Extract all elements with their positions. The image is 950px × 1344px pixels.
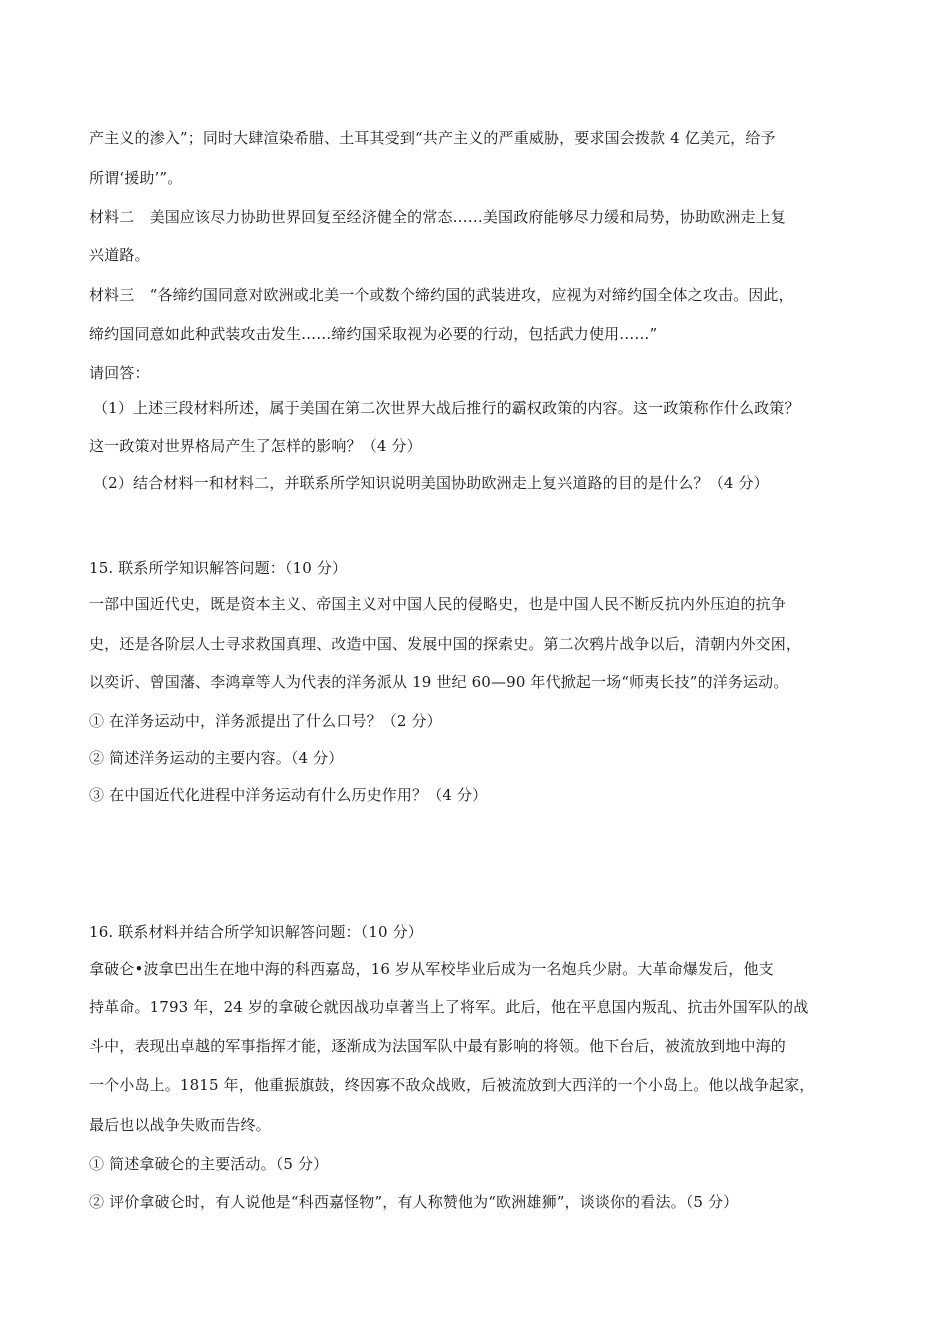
paragraph-line: 一个小岛上。1815 年，他重振旗鼓，终因寡不敌众战败，后被流放到大西洋的一个小岛上。他以战争起家， (89, 1076, 815, 1094)
question-1-line: （1）上述三段材料所述，属于美国在第二次世界大战后推行的霸权政策的内容。这一政策称作什么政策？ (93, 399, 800, 417)
paragraph-line: 以奕䜣、曾国藩、李鸿章等人为代表的洋务派从 19 世纪 60—90 年代掀起一场“师夷长技”的洋务运动。 (89, 673, 789, 691)
material-2-line: 材料二 美国应该尽力协助世界回复至经济健全的常态……美国政府能够尽力缓和局势，协助欧洲走上复 (89, 208, 786, 226)
material-2-line: 兴道路。 (89, 246, 150, 264)
question-16-heading: 16. 联系材料并结合所学知识解答问题：（10 分） (89, 923, 423, 941)
question-1-line: 这一政策对世界格局产生了怎样的影响？（4 分） (89, 437, 422, 455)
subquestion-1: ① 简述拿破仑的主要活动。（5 分） (89, 1155, 329, 1173)
subquestion-1: ① 在洋务运动中，洋务派提出了什么口号？（2 分） (89, 712, 442, 730)
paragraph-line: 持革命。1793 年，24 岁的拿破仑就因战功卓著当上了将军。此后，他在平息国内叛乱、抗击外国军队的战 (89, 998, 809, 1016)
paragraph-line: 最后也以战争失败而告终。 (89, 1116, 271, 1134)
subquestion-2: ② 评价拿破仑时，有人说他是“科西嘉怪物”，有人称赞他为“欧洲雄狮”，谈谈你的看法。（5 分） (89, 1193, 739, 1211)
text-line: 产主义的渗入”；同时大肆渲染希腊、土耳其受到“共产主义的严重威胁，要求国会拨款 4 亿美元，给予 (89, 129, 776, 147)
question-2: （2）结合材料一和材料二，并联系所学知识说明美国协助欧洲走上复兴道路的目的是什么？（4 分） (93, 474, 769, 492)
question-15-heading: 15. 联系所学知识解答问题：（10 分） (89, 559, 348, 577)
paragraph-line: 一部中国近代史，既是资本主义、帝国主义对中国人民的侵略史，也是中国人民不断反抗内外压迫的抗争 (89, 595, 786, 613)
paragraph-line: 史，还是各阶层人士寻求救国真理、改造中国、发展中国的探索史。第二次鸦片战争以后，清朝内外交困， (89, 635, 802, 653)
text-line: 所谓‘援助’”。 (89, 169, 183, 187)
paragraph-line: 斗中，表现出卓越的军事指挥才能，逐渐成为法国军队中最有影响的将领。他下台后，被流放到地中海的 (89, 1037, 786, 1055)
prompt-text: 请回答： (89, 364, 150, 382)
material-3-line: 缔约国同意如此种武装攻击发生……缔约国采取视为必要的行动，包括武力使用……” (89, 325, 658, 343)
paragraph-line: 拿破仑•波拿巴出生在地中海的科西嘉岛，16 岁从军校毕业后成为一名炮兵少尉。大革命爆发后，他支 (89, 960, 774, 978)
subquestion-2: ② 简述洋务运动的主要内容。（4 分） (89, 749, 344, 767)
material-3-line: 材料三 “各缔约国同意对欧洲或北美一个或数个缔约国的武装进攻，应视为对缔约国全体之攻击。因此， (89, 286, 794, 304)
subquestion-3: ③ 在中国近代化进程中洋务运动有什么历史作用？（4 分） (89, 786, 488, 804)
